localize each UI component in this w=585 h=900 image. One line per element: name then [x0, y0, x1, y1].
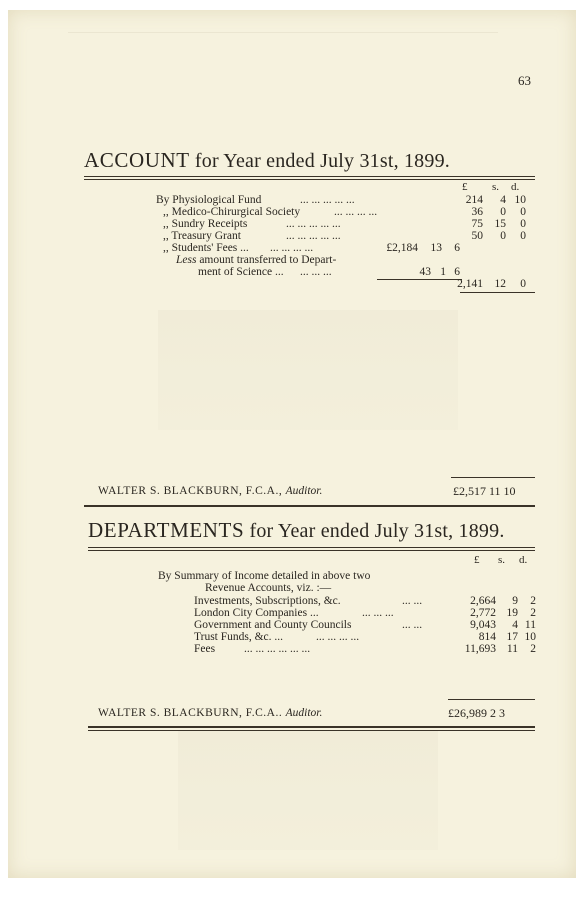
shillings-value: 15 [494, 218, 506, 230]
leader-dots: ... ... ... ... ... ... [244, 643, 311, 655]
pound-header: £ [474, 554, 480, 566]
ledger-row-label: ,, Students' Fees ... [163, 242, 249, 254]
pence-value: 2 [530, 595, 536, 607]
inner-pence-value: 6 [454, 242, 460, 254]
leader-dots: ... ... ... [362, 607, 394, 619]
pence-value: 10 [524, 631, 536, 643]
section-rule [88, 550, 535, 551]
ledger-row-label: Investments, Subscriptions, &c. [194, 595, 341, 607]
less-word: Less [176, 254, 197, 266]
departments-title [88, 518, 505, 543]
pence-header: d. [519, 554, 528, 566]
shillings-value: 9 [512, 595, 518, 607]
pence-value: 11 [524, 619, 536, 631]
departments-title-caps: DEPARTMENTS [88, 518, 245, 542]
shillings-value: 11 [506, 643, 518, 655]
ledger-row-label: ,, Medico-Chirurgical Society [163, 206, 301, 218]
ledger-row-label: Fees [194, 643, 216, 655]
bleed-through-shadow [158, 310, 458, 430]
section-rule [88, 547, 535, 548]
pounds-value: 11,693 [464, 643, 496, 655]
pence-value: 0 [520, 278, 526, 290]
deduction-line-2: ment of Science ... [198, 266, 284, 278]
pence-value: 0 [520, 206, 526, 218]
bleed-through-shadow [178, 730, 438, 850]
pounds-value: 36 [471, 206, 483, 218]
subtotal-rule [377, 279, 462, 280]
pounds-value: 75 [471, 218, 483, 230]
page-sheet [8, 10, 576, 878]
pounds-value: 2,664 [470, 595, 496, 607]
pounds-value: 814 [478, 631, 496, 643]
auditor-name: WALTER S. BLACKBURN, F.C.A., [98, 485, 283, 497]
ledger-row-label: Government and County Councils [194, 619, 352, 631]
account-total: £2,517 11 10 [453, 484, 516, 498]
departments-title-rest: for Year ended July 31st, 1899. [244, 520, 505, 542]
deduction-text: amount transferred to Depart- [196, 254, 337, 266]
inner-shillings-value: 1 [440, 266, 446, 278]
ledger-row-label: By Physiological Fund [156, 194, 262, 206]
pounds-value: 2,141 [457, 278, 483, 290]
shillings-value: 4 [512, 619, 518, 631]
section-rule [84, 505, 535, 507]
section-rule [88, 726, 535, 728]
auditor-signature [98, 707, 322, 719]
leader-dots: ... ... ... ... ... [300, 194, 355, 206]
shillings-value: 4 [500, 194, 506, 206]
pound-header: £ [462, 181, 468, 193]
shillings-value: 0 [500, 230, 506, 242]
summary-intro-2: Revenue Accounts, viz. :— [205, 582, 332, 594]
leader-dots: ... ... [402, 619, 423, 631]
shillings-value: 12 [494, 278, 506, 290]
leader-dots: ... ... ... ... [316, 631, 360, 643]
section-rule [84, 176, 535, 177]
page-number: 63 [518, 73, 531, 88]
auditor-signature [98, 485, 322, 497]
leader-dots: ... ... ... ... [270, 242, 314, 254]
bleed-through-shadow [68, 18, 498, 33]
column-rule [460, 292, 535, 293]
pounds-value: 9,043 [470, 619, 496, 631]
summary-intro: By Summary of Income detailed in above two [158, 570, 371, 582]
pounds-value: 214 [465, 194, 483, 206]
account-title [84, 148, 450, 173]
shilling-header: s. [498, 554, 506, 566]
shilling-header: s. [492, 181, 500, 193]
auditor-role: Auditor. [285, 485, 323, 497]
pence-value: 0 [520, 230, 526, 242]
ledger-row-label: Trust Funds, &c. ... [194, 631, 284, 643]
inner-pounds-value: 43 [419, 266, 431, 278]
leader-dots: ... ... ... [300, 266, 332, 278]
auditor-role: Auditor. [285, 707, 323, 719]
pence-value: 2 [530, 607, 536, 619]
pounds-value: 2,772 [470, 607, 496, 619]
leader-dots: ... ... ... ... ... [286, 218, 341, 230]
account-title-caps: ACCOUNT [84, 148, 190, 172]
ledger-row-label: ,, Treasury Grant [163, 230, 241, 242]
leader-dots: ... ... ... ... [334, 206, 378, 218]
inner-pence-value: 6 [454, 266, 460, 278]
section-rule [88, 730, 535, 731]
pence-header: d. [511, 181, 520, 193]
inner-shillings-value: 13 [430, 242, 442, 254]
pence-value: 2 [530, 643, 536, 655]
ledger-row-label: ,, Sundry Receipts [163, 218, 248, 230]
departments-total: £26,989 2 3 [448, 706, 505, 720]
account-title-rest: for Year ended July 31st, 1899. [189, 150, 450, 172]
auditor-name: WALTER S. BLACKBURN, F.C.A.. [98, 707, 283, 719]
total-rule-top [451, 477, 535, 478]
pence-value: 10 [514, 194, 526, 206]
pence-value: 0 [520, 218, 526, 230]
shillings-value: 19 [506, 607, 518, 619]
inner-pounds-value: £2,184 [386, 242, 418, 254]
leader-dots: ... ... [402, 595, 423, 607]
pounds-value: 50 [471, 230, 483, 242]
shillings-value: 0 [500, 206, 506, 218]
shillings-value: 17 [506, 631, 518, 643]
leader-dots: ... ... ... ... ... [286, 230, 341, 242]
section-rule [84, 179, 535, 180]
ledger-row-label: London City Companies ... [194, 607, 319, 619]
deduction-line [176, 254, 336, 266]
total-rule-top [448, 699, 535, 700]
